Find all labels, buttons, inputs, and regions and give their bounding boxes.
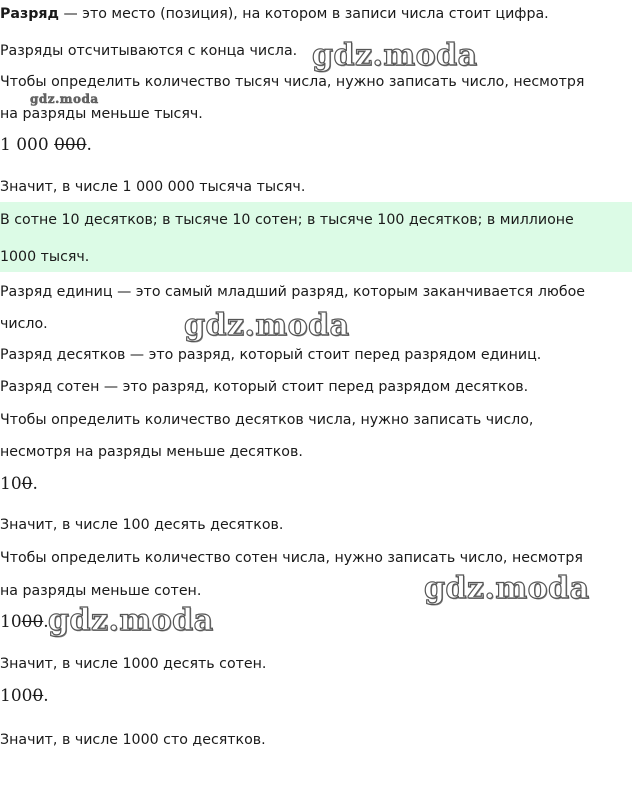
example-period: . xyxy=(32,474,38,494)
example-number xyxy=(0,612,49,632)
example-kept: 10 xyxy=(0,612,22,632)
definition-text: — это место (позиция), на котором в записи числа стоит цифра. xyxy=(58,6,549,22)
example-number xyxy=(0,135,92,155)
term-razryad: Разряд xyxy=(0,6,59,22)
text-line: несмотря на разряды меньше десятков. xyxy=(0,444,303,460)
watermark-logo: gdz.moda xyxy=(312,38,478,73)
example-period: . xyxy=(43,612,49,632)
text-line: Чтобы определить количество сотен числа, нужно записать число, несмотря xyxy=(0,550,583,566)
highlight-line: 1000 тысяч. xyxy=(0,249,90,265)
watermark-logo: gdz.moda xyxy=(30,92,99,106)
example-kept: 1 000 xyxy=(0,135,55,155)
example-number xyxy=(0,686,49,706)
definition-line xyxy=(0,6,549,22)
example-struck: 00 xyxy=(21,612,44,632)
example-period: . xyxy=(86,135,92,155)
example-struck: 0 xyxy=(32,686,44,706)
text-line: Разряд единиц — это самый младший разряд, которым заканчивается любое xyxy=(0,284,586,300)
text-line: Разряд десятков — это разряд, который стоит перед разрядом единиц. xyxy=(0,347,542,363)
example-struck: 0 xyxy=(21,474,33,494)
text-line: число. xyxy=(0,316,48,332)
watermark-logo: gdz.moda xyxy=(424,571,590,606)
text-line: Разряд сотен — это разряд, который стоит перед разрядом десятков. xyxy=(0,379,529,395)
text-line: Значит, в числе 1000 сто десятков. xyxy=(0,732,266,748)
example-kept: 10 xyxy=(0,474,22,494)
text-line: на разряды меньше сотен. xyxy=(0,583,202,599)
highlight-line: В сотне 10 десятков; в тысяче 10 сотен; в тысяче 100 десятков; в миллионе xyxy=(0,212,574,228)
example-period: . xyxy=(43,686,49,706)
text-line: Чтобы определить количество тысяч числа, нужно записать число, несмотря xyxy=(0,74,585,90)
watermark-logo: gdz.moda xyxy=(48,603,214,638)
text-line: Разряды отсчитываются с конца числа. xyxy=(0,43,298,59)
text-line: Значит, в числе 1 000 000 тысяча тысяч. xyxy=(0,179,306,195)
watermark-logo: gdz.moda xyxy=(184,308,350,343)
text-line: Чтобы определить количество десятков числа, нужно записать число, xyxy=(0,412,534,428)
example-number xyxy=(0,474,38,494)
example-kept: 100 xyxy=(0,686,33,706)
text-line: на разряды меньше тысяч. xyxy=(0,106,203,122)
text-line: Значит, в числе 1000 десять сотен. xyxy=(0,656,267,672)
example-struck: 000 xyxy=(54,135,87,155)
text-line: Значит, в числе 100 десять десятков. xyxy=(0,517,284,533)
